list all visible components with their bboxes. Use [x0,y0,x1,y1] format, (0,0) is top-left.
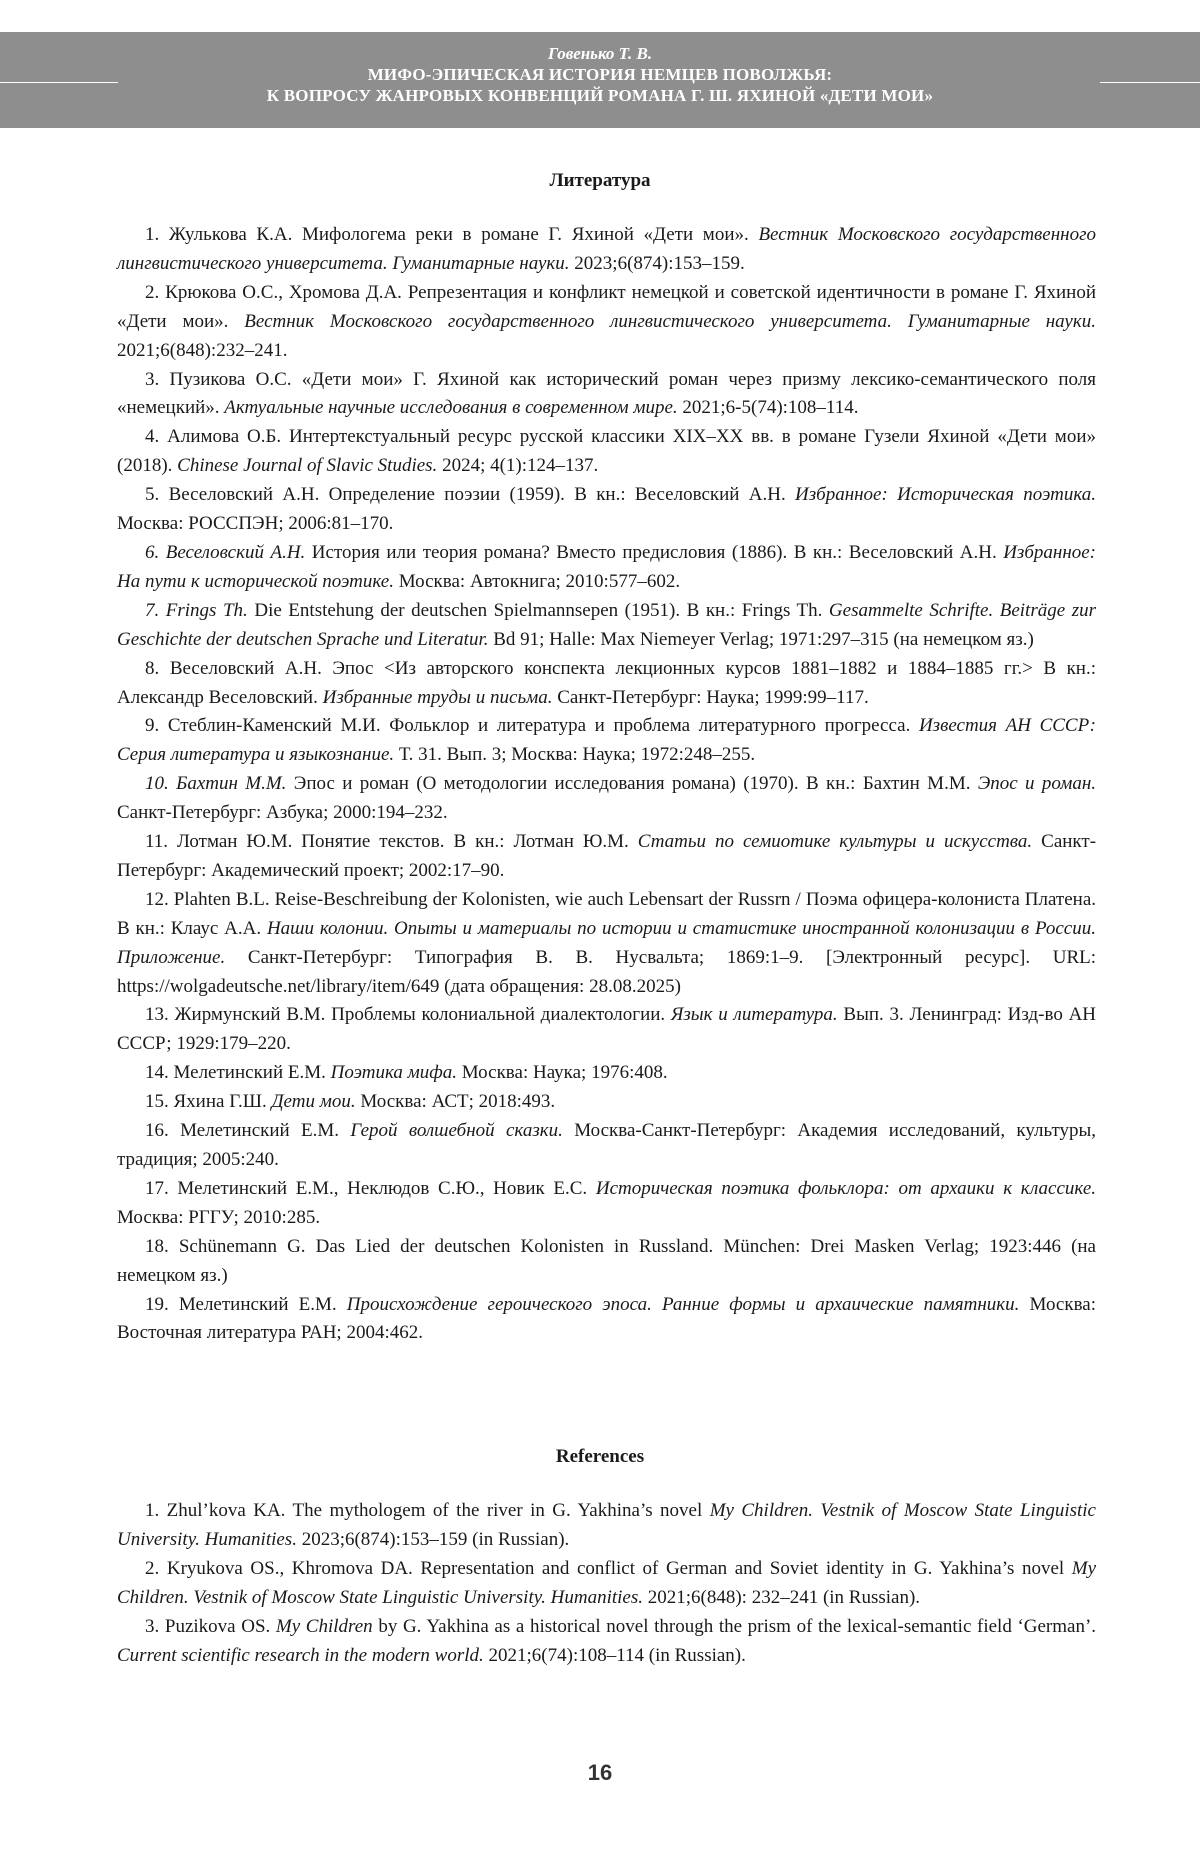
literature-entry [117,1059,1096,1088]
entry-details: 2021;6(848):232–241. [117,339,288,361]
header-rule-right [1100,82,1200,83]
entry-number: 19. [145,1293,169,1315]
literature-entry [117,539,1096,597]
entry-number: 1. [145,224,160,245]
entry-author-title: История или теория романа? Вместо предисловия (1886). В кн.: Веселовский А.Н. [311,541,997,563]
entry-number: 18. [145,1235,169,1257]
literature-entry [117,597,1096,655]
entry-number: 9. [145,715,160,737]
entry-author-title: Стеблин-Каменский М.И. Фольклор и литература и проблема литературного прогресса. [167,715,911,737]
entry-source: Вестник Московского государственного лингвистического университета. Гуманитарные науки. [117,224,1096,274]
entry-details: Москва: Наука; 1976:408. [461,1062,668,1084]
header-title-line-1: МИФО-ЭПИЧЕСКАЯ ИСТОРИЯ НЕМЦЕВ ПОВОЛЖЬЯ: [367,65,833,84]
entry-author-title: Веселовский А.Н. Определение поэзии (1959). В кн.: Веселовский А.Н. [168,484,786,506]
entry-source: Избранное: Историческая поэтика. [795,484,1096,506]
entry-source: Вестник Московского государственного лингвистического университета. Гуманитарные науки. [244,310,1096,332]
entry-source: My Children. Vestnik of Moscow State Linguistic University. Humanities. [117,1500,1096,1550]
entry-source: Избранное: На пути к исторической поэтике. [117,541,1097,592]
entry-details: 2024; 4(1):124–137. [442,455,599,477]
entry-details: 2021;6(74):108–114 (in Russian). [488,1644,746,1666]
entry-number: 4. [145,426,160,448]
entry-source: Поэтика мифа. [330,1062,457,1084]
entry-number: 12. [145,888,169,910]
entry-author-title: Мелетинский Е.М. [178,1293,337,1315]
entry-number: 14. [145,1062,169,1084]
entry-author-title: Zhul’kova KA. The mythologem of the river in G. Yakhina’s novel [166,1500,703,1521]
entry-number: 2. [145,1557,160,1579]
entry-title: by G. Yakhina as a historical novel through the prism of the lexical-semantic field ‘German’. [378,1615,1097,1637]
entry-author-title: Крюкова О.С., Хромова Д.А. Репрезентация и конфликт немецкой и советской идентичности в романе Г. Яхиной «Дети мои». [117,281,1097,332]
literature-entry [117,279,1096,366]
entry-details: Санкт-Петербург: Азбука; 2000:194–232. [117,802,448,824]
entry-source: My Children. Vestnik of Moscow State Linguistic University. Humanities. [117,1557,1097,1608]
entry-author-title: Алимова О.Б. Интертекстуальный ресурс русской классики XIX–XX вв. в романе Гузели Яхиной «Дети мои» (2018). [117,426,1096,477]
entry-source: Эпос и роман. [977,773,1096,795]
literature-heading: Литература [549,170,651,191]
literature-entry [117,1088,1096,1117]
literature-entry [117,221,1096,279]
entry-number: 7. Frings Th. [145,599,248,621]
entry-source: Gesammelte Schrifte. Beiträge zur Geschichte der deutschen Sprache und Literatur. [117,599,1096,650]
entry-author-title: Яхина Г.Ш. [173,1091,267,1113]
entry-source: Происхождение героического эпоса. Ранние формы и архаические памятники. [346,1293,1020,1315]
literature-entry [117,1233,1096,1291]
entry-details: Москва: РОССПЭН; 2006:81–170. [117,513,394,535]
entry-author-title: Schünemann G. Das Lied der deutschen Kolonisten in Russland. München: Drei Masken Verlag; 1923:446 (на немецком яз.) [117,1235,1096,1286]
entry-details: Вып. 3. Ленинград: Изд-во АН СССР; 1929:179–220. [117,1004,1097,1055]
entry-author-title: Жулькова К.А. Мифологема реки в романе Г. Яхиной «Дети мои». [168,224,749,245]
header-author: Говенько Т. В. [547,44,653,63]
entry-details: 2023;6(874):153–159. [574,252,745,274]
references-list [117,1497,1096,1670]
entry-author-title: Мелетинский Е.М., Неклюдов С.Ю., Новик Е.С. [177,1177,588,1199]
entry-number: 17. [145,1177,169,1199]
entry-number: 2. [145,281,160,303]
entry-details: Москва-Санкт-Петербург: Академия исследований, культуры, традиция; 2005:240. [117,1120,1097,1170]
page-number: 16 [587,1760,613,1785]
literature-entry [117,366,1096,424]
entry-author-title: Мелетинский Е.М. [173,1062,326,1084]
literature-entry [117,423,1096,481]
entry-details: Т. 31. Вып. 3; Москва: Наука; 1972:248–255. [398,744,756,766]
literature-list [117,221,1096,1348]
header-rule-left [0,82,118,83]
literature-entry [117,1117,1096,1175]
literature-entry [117,1291,1096,1349]
entry-number: 1. [145,1500,160,1521]
entry-book-title: My Children [275,1615,373,1637]
entry-details: 2023;6(874):153–159 (in Russian). [301,1528,570,1550]
entry-source: Герой волшебной сказки. [350,1120,563,1142]
entry-number: 16. [145,1120,169,1142]
entry-number: 13. [145,1004,169,1026]
entry-details: 2021;6(848): 232–241 (in Russian). [647,1586,921,1608]
entry-author-title: Веселовский А.Н. Эпос <Из авторского конспекта лекционных курсов 1881–1882 и 1884–1885 гг.> В кн.: Александр Веселовский. [117,657,1097,708]
entry-details: Москва: Восточная литература РАН; 2004:462. [117,1293,1097,1344]
entry-details: Москва: РГГУ; 2010:285. [117,1206,321,1228]
entry-number: 5. [145,484,160,506]
literature-entry [117,655,1096,713]
entry-author-title: Plahten B.L. Reise-Beschreibung der Kolonisten, wie auch Lebensart der Russrn / Поэма офицера-колониста Платена. В кн.: Клаус А.А. [117,888,1097,939]
entry-author-title: Die Entstehung der deutschen Spielmannsepen (1951). В кн.: Frings Th. [254,599,823,621]
entry-source: Дети мои. [271,1091,356,1113]
entry-details: Bd 91; Halle: Max Niemeyer Verlag; 1971:297–315 (на немецком яз.) [493,628,1034,650]
entry-source: Статьи по семиотике культуры и искусства. [637,831,1033,853]
entry-source: Наши колонии. Опыты и материалы по истории и статистике иностранной колонизации в России. Приложение. [117,917,1096,968]
entry-author-title: Пузикова О.С. «Дети мои» Г. Яхиной как исторический роман через призму лексико-семантического поля «немецкий». [117,368,1096,419]
entry-author-title: Эпос и роман (О методологии исследования романа) (1970). В кн.: Бахтин М.М. [293,773,971,795]
entry-author-title: Жирмунский В.М. Проблемы колониальной диалектологии. [174,1004,666,1026]
entry-author-title: Лотман Ю.М. Понятие текстов. В кн.: Лотман Ю.М. [177,831,629,853]
entry-number: 11. [145,831,169,853]
literature-entry [117,1175,1096,1233]
entry-number: 15. [145,1091,169,1113]
running-header [0,32,1200,128]
literature-entry [117,481,1096,539]
entry-author-title: Kryukova OS., Khromova DA. Representation and conflict of German and Soviet identity in G. Yakhina’s novel [166,1557,1065,1579]
entry-source: Язык и литература. [670,1004,838,1026]
entry-details: Санкт-Петербург: Типография В. В. Нусвальта; 1869:1–9. [Электронный ресурс]. URL: https://wolgadeutsche.net/library/item/649 (дата обращения: 28.08.2025) [117,946,1097,997]
entry-source: Избранные труды и письма. [322,686,553,708]
entry-details: Москва: АСТ; 2018:493. [360,1091,556,1113]
reference-entry [117,1497,1096,1555]
references-heading: References [555,1446,645,1467]
entry-number: 3. [145,1615,160,1637]
entry-source: Актуальные научные исследования в современном мире. [224,397,678,419]
entry-author-title: Мелетинский Е.М. [180,1120,340,1142]
literature-entry [117,770,1096,828]
entry-details: 2021;6-5(74):108–114. [682,397,859,419]
entry-number: 3. [145,368,160,390]
entry-number: 6. Веселовский А.Н. [145,541,306,563]
entry-source: Известия АН СССР: Серия литература и языкознание. [117,715,1096,766]
entry-number: 8. [145,657,160,679]
entry-details: Москва: Автокнига; 2010:577–602. [398,570,681,592]
entry-source: Chinese Journal of Slavic Studies. [177,455,438,477]
entry-details: Санкт-Петербург: Академический проект; 2002:17–90. [117,831,1097,881]
reference-entry [117,1613,1096,1671]
entry-source: Историческая поэтика фольклора: от архаики к классике. [595,1177,1097,1199]
header-title-line-2: К ВОПРОСУ ЖАНРОВЫХ КОНВЕНЦИЙ РОМАНА Г. Ш. ЯХИНОЙ «ДЕТИ МОИ» [266,86,934,105]
entry-number: 10. Бахтин М.М. [145,773,287,795]
literature-entry [117,712,1096,770]
reference-entry [117,1555,1096,1613]
entry-details: Санкт-Петербург: Наука; 1999:99–117. [557,686,869,708]
entry-author: Puzikova OS. [164,1615,271,1637]
literature-entry [117,1001,1096,1059]
literature-entry [117,886,1096,1002]
literature-entry [117,828,1096,886]
entry-source: Current scientific research in the modern world. [117,1644,484,1666]
